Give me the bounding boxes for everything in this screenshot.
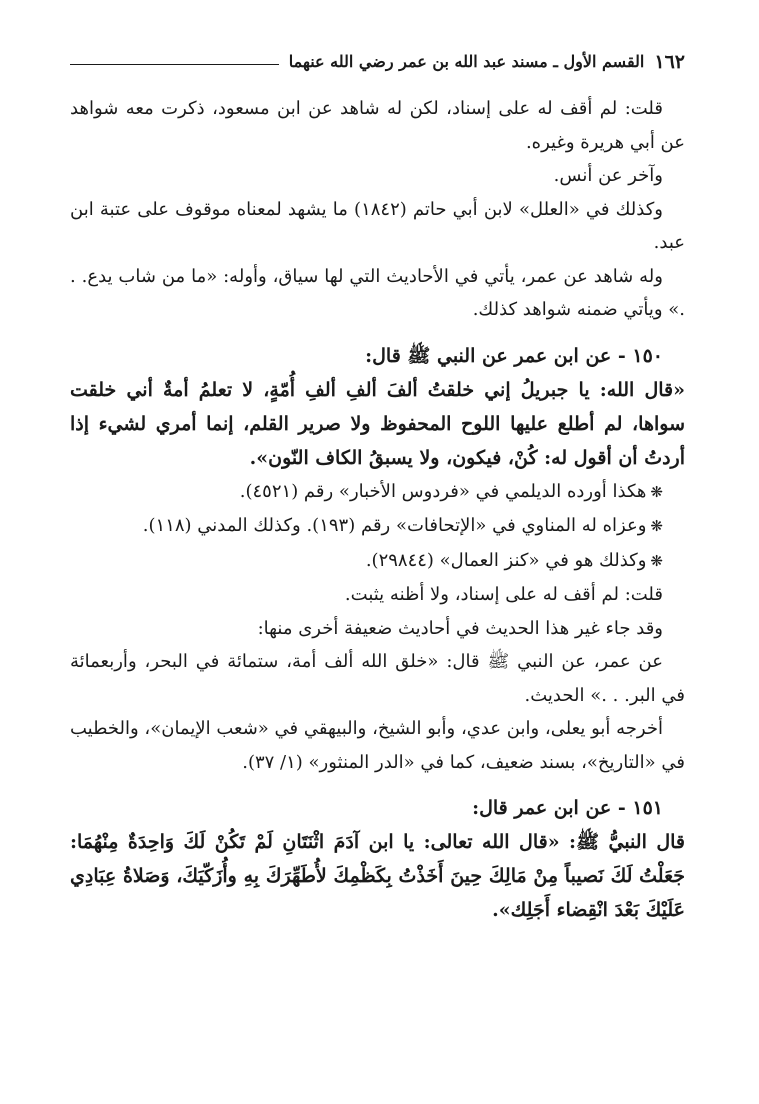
header-rule <box>70 64 279 65</box>
running-header <box>70 50 685 74</box>
source-note <box>70 544 685 579</box>
running-title: القسم الأول ـ مسند عبد الله بن عمر رضي الله عنهما <box>288 52 645 71</box>
paragraph: وكذلك في «العلل» لابن أبي حاتم (١٨٤٢) ما يشهد لمعناه موقوف على عتبة ابن عبد. <box>70 198 685 253</box>
source-note <box>70 509 685 544</box>
hadith-heading: ١٥٠ - عن ابن عمر عن النبي ﷺ قال: <box>365 344 663 367</box>
source-note-text: هكذا أورده الديلمي في «فردوس الأخبار» رقم (٤٥٢١). <box>239 480 647 502</box>
spacer <box>70 327 685 339</box>
star-icon: ❋ <box>650 482 663 501</box>
paragraph: وله شاهد عن عمر، يأتي في الأحاديث التي لها سياق، وأوله: «ما من شاب يدع. . .» ويأتي ضمنه شواهد كذلك. <box>70 265 685 320</box>
page-number: ١٦٢ <box>654 51 685 73</box>
source-note <box>70 475 685 510</box>
hadith-heading: ١٥١ - عن ابن عمر قال: <box>472 797 663 819</box>
star-icon: ❋ <box>650 517 663 535</box>
hadith-text: قال النبيُّ ﷺ: «قال الله تعالى: يا ابن آدَمَ اثْنَتَانِ لَمْ تَكُنْ لَكَ وَاحِدَةٌ مِنْهُمَا: جَعَلْتُ لَكَ نَصيباً مِنْ مَالِكَ حِينَ أَخَذْتُ بِكَظْمِكَ لأُطَهِّرَكَ بِهِ وأُزَكّيَكَ، وَصَلاةُ عِبَادِي عَلَيْكَ بَعْدَ انْقِضاء أَجَلِك». <box>70 831 685 921</box>
paragraph: قلت: لم أقف له على إسناد، لكن له شاهد عن ابن مسعود، ذكرت معه شواهد عن أبي هريرة وغيره. <box>70 98 685 153</box>
spacer <box>70 779 685 791</box>
paragraph: وآخر عن أنس. <box>553 165 663 186</box>
source-note-text: وكذلك هو في «كنز العمال» (٢٩٨٤٤). <box>365 549 647 571</box>
source-note-text: وعزاه له المناوي في «الإتحافات» رقم (١٩٣). وكذلك المدني (١١٨). <box>142 515 647 536</box>
star-icon: ❋ <box>650 551 663 570</box>
paragraph: أخرجه أبو يعلى، وابن عدي، وأبو الشيخ، والبيهقي في «شعب الإيمان»، والخطيب في «التاريخ»، بسند ضعيف، كما في «الدر المنثور» (١/ ٣٧). <box>70 718 685 773</box>
paragraph: وقد جاء غير هذا الحديث في أحاديث ضعيفة أخرى منها: <box>257 617 663 639</box>
hadith-text: «قال الله: يا جبريلُ إني خلقتُ ألفَ ألفِ ألفِ أُمّةٍ، لا تعلمُ أمةٌ أني خلقت سواها، لم أطلع عليها اللوح المحفوظ ولا صرير القلم، إنما أمري لشيء إذا أردتُ أن أقول له: كُنْ، فيكون، ولا يسبقُ الكاف النّون». <box>70 378 685 469</box>
paragraph: قلت: لم أقف له على إسناد، ولا أظنه يثبت. <box>344 584 663 605</box>
paragraph: عن عمر، عن النبي ﷺ قال: «خلق الله ألف أمة، ستمائة في البحر، وأربعمائة في البر. . .» الحديث. <box>70 651 685 706</box>
